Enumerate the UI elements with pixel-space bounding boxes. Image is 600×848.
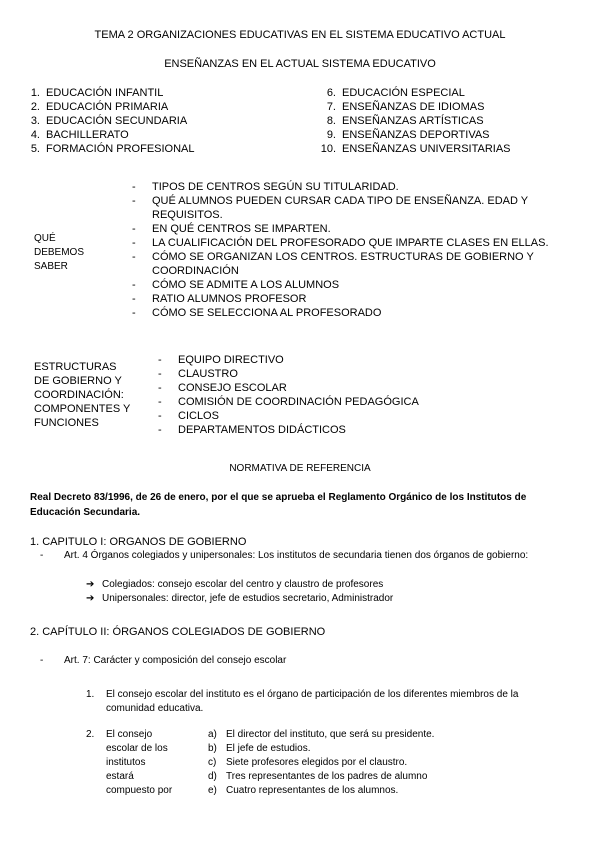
cap2-heading: 2. CAPÍTULO II: ÓRGANOS COLEGIADOS DE GOBIERNO — [30, 626, 326, 638]
cap2-point-2-label: El consejo escolar de los institutos estará compuesto por — [106, 729, 173, 796]
document-title: TEMA 2 ORGANIZACIONES EDUCATIVAS EN EL SISTEMA EDUCATIVO ACTUAL — [94, 29, 506, 41]
list-item: 10. ENSEÑANZAS UNIVERSITARIAS — [320, 143, 511, 155]
normativa-heading: NORMATIVA DE REFERENCIA — [229, 463, 371, 474]
list-item: 3. EDUCACIÓN SECUNDARIA — [30, 115, 188, 127]
cap1-arrow-list — [86, 578, 566, 606]
list-item: - Art. 4 Órganos colegiados y unipersonales: Los institutos de secundaria tienen dos órganos de gobierno: — [40, 550, 529, 561]
list-item: - CICLOS — [158, 410, 219, 422]
list-item: - DEPARTAMENTOS DIDÁCTICOS — [158, 424, 346, 436]
list-item: - CÓMO SE SELECCIONA AL PROFESORADO — [132, 307, 382, 319]
arrow-icon: ➔ — [86, 579, 95, 590]
list-item: - EN QUÉ CENTROS SE IMPARTEN. — [132, 223, 331, 235]
list-item: 8. ENSEÑANZAS ARTÍSTICAS — [326, 115, 484, 127]
list-item: - QUÉ ALUMNOS PUEDEN CURSAR CADA TIPO DE ENSEÑANZA. EDAD Y REQUISITOS. — [132, 195, 528, 221]
list-item: - CÓMO SE ORGANIZAN LOS CENTROS. ESTRUCTURAS DE GOBIERNO Y COORDINACIÓN — [132, 251, 534, 277]
estructuras-label: ESTRUCTURAS DE GOBIERNO Y COORDINACIÓN: COMPONENTES Y FUNCIONES — [34, 361, 131, 429]
list-item: 1. EDUCACIÓN INFANTIL — [30, 87, 164, 99]
list-item: - TIPOS DE CENTROS SEGÚN SU TITULARIDAD. — [132, 181, 399, 193]
list-item: 4. BACHILLERATO — [30, 129, 129, 141]
list-item: 6. EDUCACIÓN ESPECIAL — [326, 87, 465, 99]
list-item: - EQUIPO DIRECTIVO — [158, 354, 284, 366]
list-item: 9. ENSEÑANZAS DEPORTIVAS — [326, 129, 490, 141]
section-subtitle: ENSEÑANZAS EN EL ACTUAL SISTEMA EDUCATIVO — [164, 58, 436, 70]
list-item: 5. FORMACIÓN PROFESIONAL — [30, 143, 195, 155]
list-item: 7. ENSEÑANZAS DE IDIOMAS — [326, 101, 485, 113]
list-item: - CÓMO SE ADMITE A LOS ALUMNOS — [132, 279, 340, 291]
ensenanzas-list-left — [22, 86, 302, 156]
cap2-dash-list — [40, 654, 570, 668]
list-item: - COMISIÓN DE COORDINACIÓN PEDAGÓGICA — [158, 396, 419, 408]
estructuras-list — [158, 353, 558, 437]
list-item: ➔ Colegiados: consejo escolar del centro y claustro de profesores — [86, 579, 384, 590]
cap2-point-2-num: 2. — [86, 729, 95, 740]
list-item: e) Cuatro representantes de los alumnos. — [208, 785, 399, 796]
list-item: c) Siete profesores elegidos por el claustro. — [208, 757, 408, 768]
arrow-icon: ➔ — [86, 593, 95, 604]
que-debemos-list — [132, 180, 572, 320]
list-item: - Art. 7: Carácter y composición del consejo escolar — [40, 655, 287, 666]
list-item: - RATIO ALUMNOS PROFESOR — [132, 293, 307, 305]
list-item: a) El director del instituto, que será su presidente. — [208, 729, 435, 740]
list-item: - LA CUALIFICACIÓN DEL PROFESORADO QUE IMPARTE CLASES EN ELLAS. — [132, 237, 549, 249]
list-item: - CONSEJO ESCOLAR — [158, 382, 287, 394]
list-item: d) Tres representantes de los padres de alumno — [208, 771, 428, 782]
cap1-heading: 1. CAPITULO I: ORGANOS DE GOBIERNO — [30, 536, 247, 548]
list-item: - CLAUSTRO — [158, 368, 238, 380]
cap1-dash-list — [40, 549, 570, 563]
list-item: b) El jefe de estudios. — [208, 743, 311, 754]
que-debemos-label: QUÉ DEBEMOS SABER — [34, 233, 85, 272]
list-item: 2. EDUCACIÓN PRIMARIA — [30, 101, 169, 113]
ensenanzas-list-right — [318, 86, 578, 156]
real-decreto-title: Real Decreto 83/1996, de 26 de enero, por el que se aprueba el Reglamento Orgánico de los Institutos de Educación Secundaria. — [30, 492, 527, 518]
cap2-point-1: 1. El consejo escolar del instituto es el órgano de participación de los diferentes miembros de la comunidad educativa. — [86, 689, 519, 714]
list-item: ➔ Unipersonales: director, jefe de estudios secretario, Administrador — [86, 593, 394, 604]
cap2-point-2-items — [208, 728, 568, 798]
